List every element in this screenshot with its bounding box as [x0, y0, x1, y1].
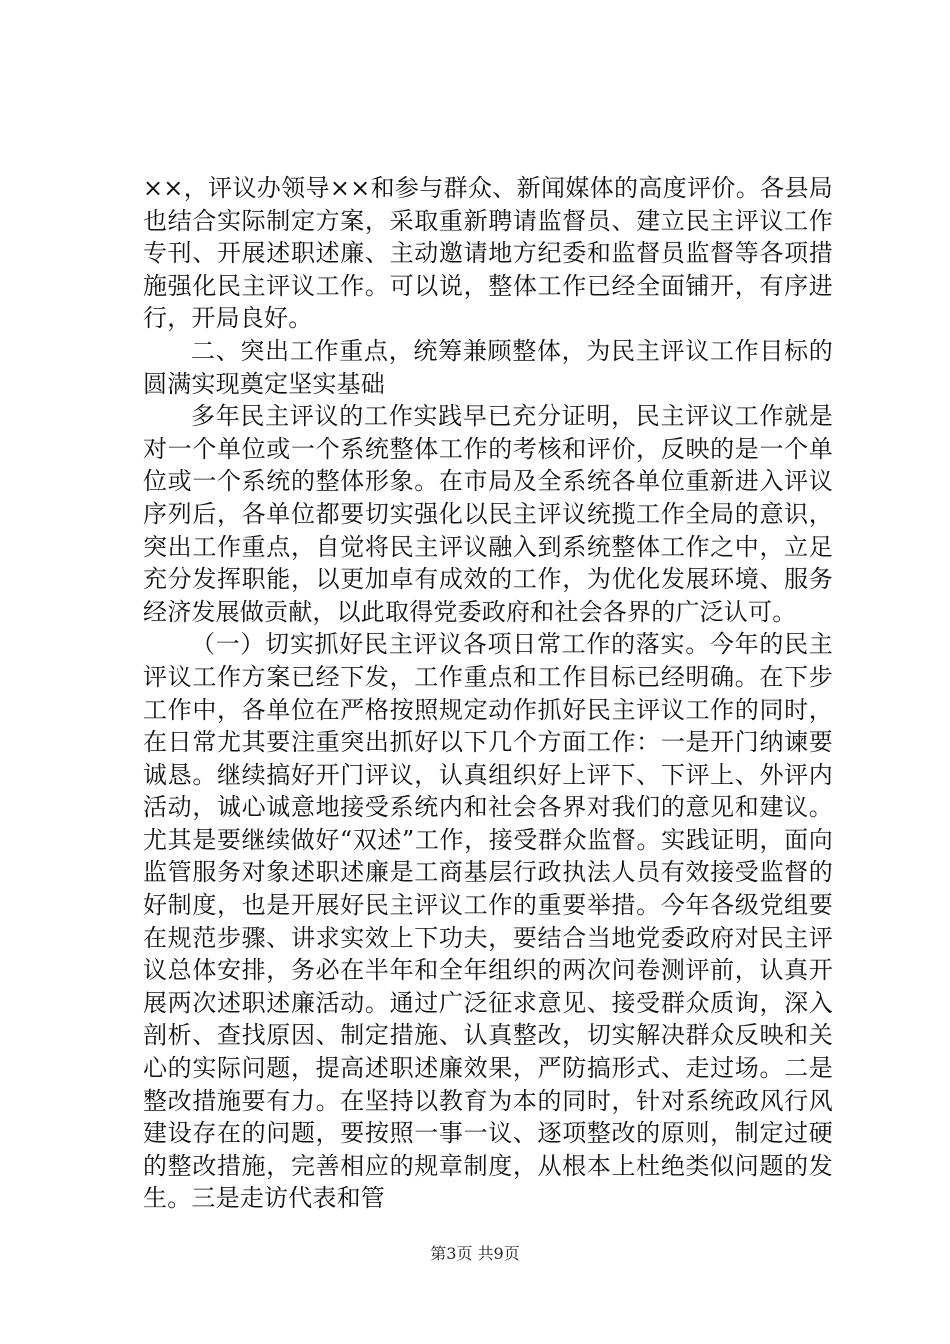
- document-body: [143, 172, 833, 1215]
- paragraph-subsection-1: （一）切实抓好民主评议各项日常工作的落实。今年的民主评议工作方案已经下发，工作重点和工作目标已经明确。在下步工作中，各单位在严格按照规定动作抓好民主评议工作的同时，在日常尤其要注重突出抓好以下几个方面工作：一是开门纳谏要诚恳。继续搞好开门评议，认真组织好上评下、下评上、外评内活动，诚心诚意地接受系统内和社会各界对我们的意见和建议。尤其是要继续做好“双述”工作，接受群众监督。实践证明，面向监管服务对象述职述廉是工商基层行政执法人员有效接受监督的好制度，也是开展好民主评议工作的重要举措。今年各级党组要在规范步骤、讲求实效上下功夫，要结合当地党委政府对民主评议总体安排，务必在半年和全年组织的两次问卷测评前，认真开展两次述职述廉活动。通过广泛征求意见、接受群众质询，深入剖析、查找原因、制定措施、认真整改，切实解决群众反映和关心的实际问题，提高述职述廉效果，严防搞形式、走过场。二是整改措施要有力。在坚持以教育为本的同时，针对系统政风行风建设存在的问题，要按照一事一议、逐项整改的原则，制定过硬的整改措施，完善相应的规章制度，从根本上杜绝类似问题的发生。三是走访代表和管: [143, 630, 833, 1213]
- section-heading: 二、突出工作重点，统筹兼顾整体，为民主评议工作目标的圆满实现奠定坚实基础: [143, 336, 833, 398]
- page-footer: 第3页 共9页: [430, 1244, 520, 1263]
- paragraph-section-body: 多年民主评议的工作实践早已充分证明，民主评议工作就是对一个单位或一个系统整体工作的考核和评价，反映的是一个单位或一个系统的整体形象。在市局及全系统各单位重新进入评议序列后，各单位都要切实强化以民主评议统揽工作全局的意识，突出工作重点，自觉将民主评议融入到系统整体工作之中，立足充分发挥职能，以更加卓有成效的工作，为优化发展环境、服务经济发展做贡献，以此取得党委政府和社会各界的广泛认可。: [143, 402, 833, 626]
- paragraph-continuation: ××，评议办领导××和参与群众、新闻媒体的高度评价。各县局也结合实际制定方案，采取重新聘请监督员、建立民主评议工作专刊、开展述职述廉、主动邀请地方纪委和监督员监督等各项措施强化民主评议工作。可以说，整体工作已经全面铺开，有序进行，开局良好。: [143, 174, 833, 333]
